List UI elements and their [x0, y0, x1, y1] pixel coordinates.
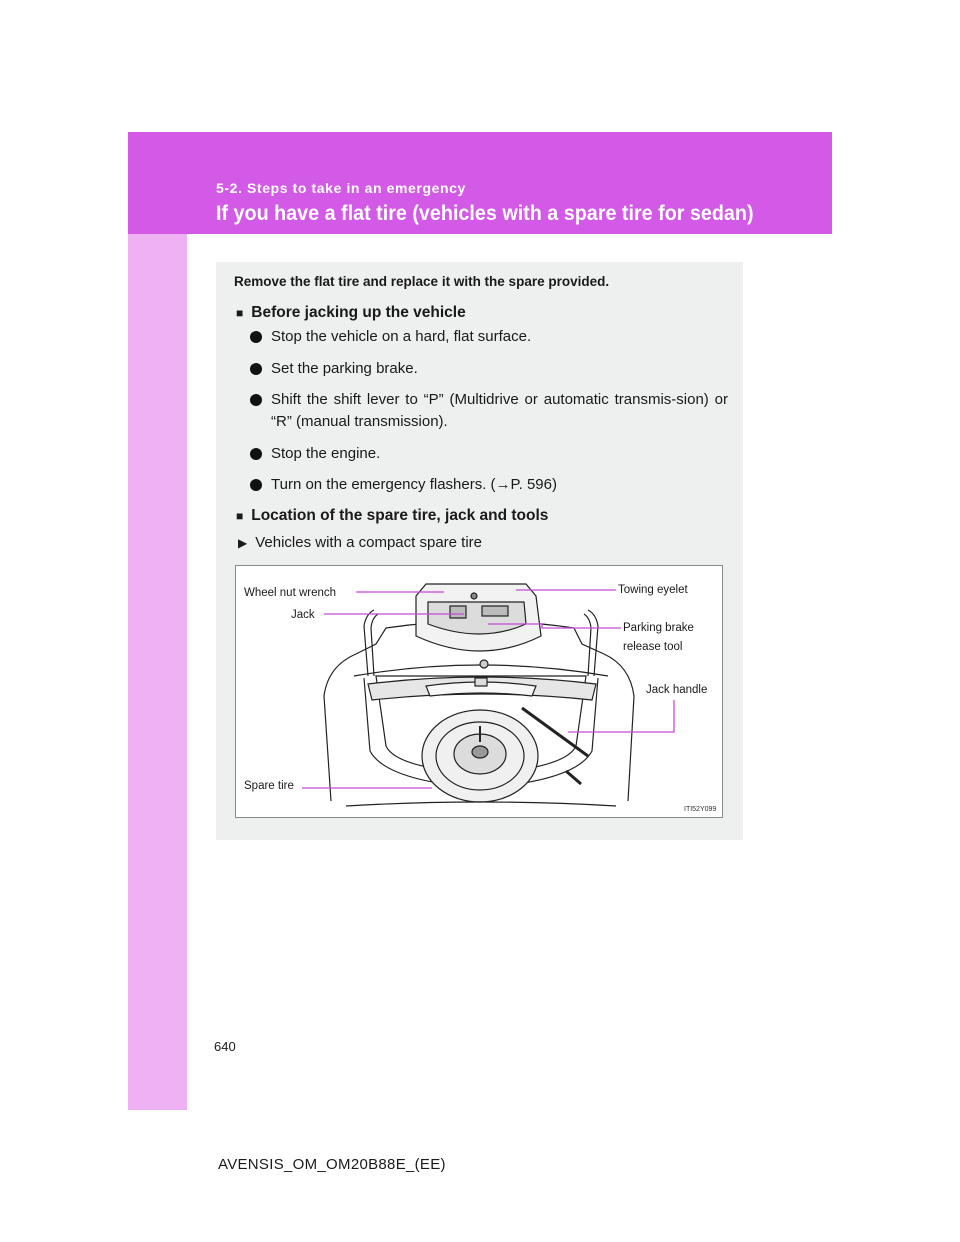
document-id: AVENSIS_OM_OM20B88E_(EE) — [218, 1156, 446, 1173]
trunk-illustration — [235, 565, 723, 818]
heading-before-jacking — [236, 304, 466, 322]
bullet-text: Stop the vehicle on a hard, flat surface. — [271, 328, 532, 345]
round-bullet-icon — [250, 363, 262, 375]
bullet-text: Turn on the emergency flashers. (→P. 596) — [271, 476, 557, 493]
callout-jack: Jack — [291, 609, 315, 621]
square-bullet-icon: ■ — [236, 509, 244, 523]
callout-spare-tire: Spare tire — [244, 780, 294, 792]
bullet-item — [250, 358, 728, 380]
intro-text: Remove the flat tire and replace it with the spare provided. — [234, 274, 610, 289]
heading-location — [236, 507, 548, 525]
callout-towing-eyelet: Towing eyelet — [618, 584, 688, 596]
square-bullet-icon: ■ — [236, 306, 244, 320]
bullet-item — [250, 474, 728, 496]
callout-wheel-nut-wrench: Wheel nut wrench — [244, 587, 337, 599]
callout-parking-brake-line2: release tool — [623, 641, 683, 653]
side-strip — [128, 132, 187, 1110]
bullet-text: Set the parking brake. — [271, 360, 418, 377]
heading-text: Before jacking up the vehicle — [251, 304, 466, 321]
round-bullet-icon — [250, 394, 262, 406]
round-bullet-icon — [250, 448, 262, 460]
round-bullet-icon — [250, 479, 262, 491]
page-title: If you have a flat tire (vehicles with a spare tire for sedan) — [216, 202, 754, 225]
bullet-text: Shift the shift lever to “P” (Multidrive or automatic transmis-sion) or “R” (manual transmission). — [271, 391, 728, 430]
bullet-text: Stop the engine. — [271, 445, 381, 462]
callout-parking-brake-line1: Parking brake — [623, 622, 694, 634]
bullet-item — [250, 326, 728, 348]
figure-code: ITI52Y099 — [684, 806, 717, 813]
variant-line — [238, 534, 482, 551]
section-label: 5-2. Steps to take in an emergency — [216, 180, 466, 196]
page-number: 640 — [214, 1039, 236, 1054]
triangle-pointer-icon: ▶ — [238, 535, 248, 550]
heading-text: Location of the spare tire, jack and tools — [251, 507, 549, 524]
bullet-item — [250, 443, 728, 465]
variant-text: Vehicles with a compact spare tire — [255, 534, 483, 551]
bullet-item — [250, 389, 728, 433]
callout-jack-handle: Jack handle — [646, 684, 708, 696]
round-bullet-icon — [250, 331, 262, 343]
